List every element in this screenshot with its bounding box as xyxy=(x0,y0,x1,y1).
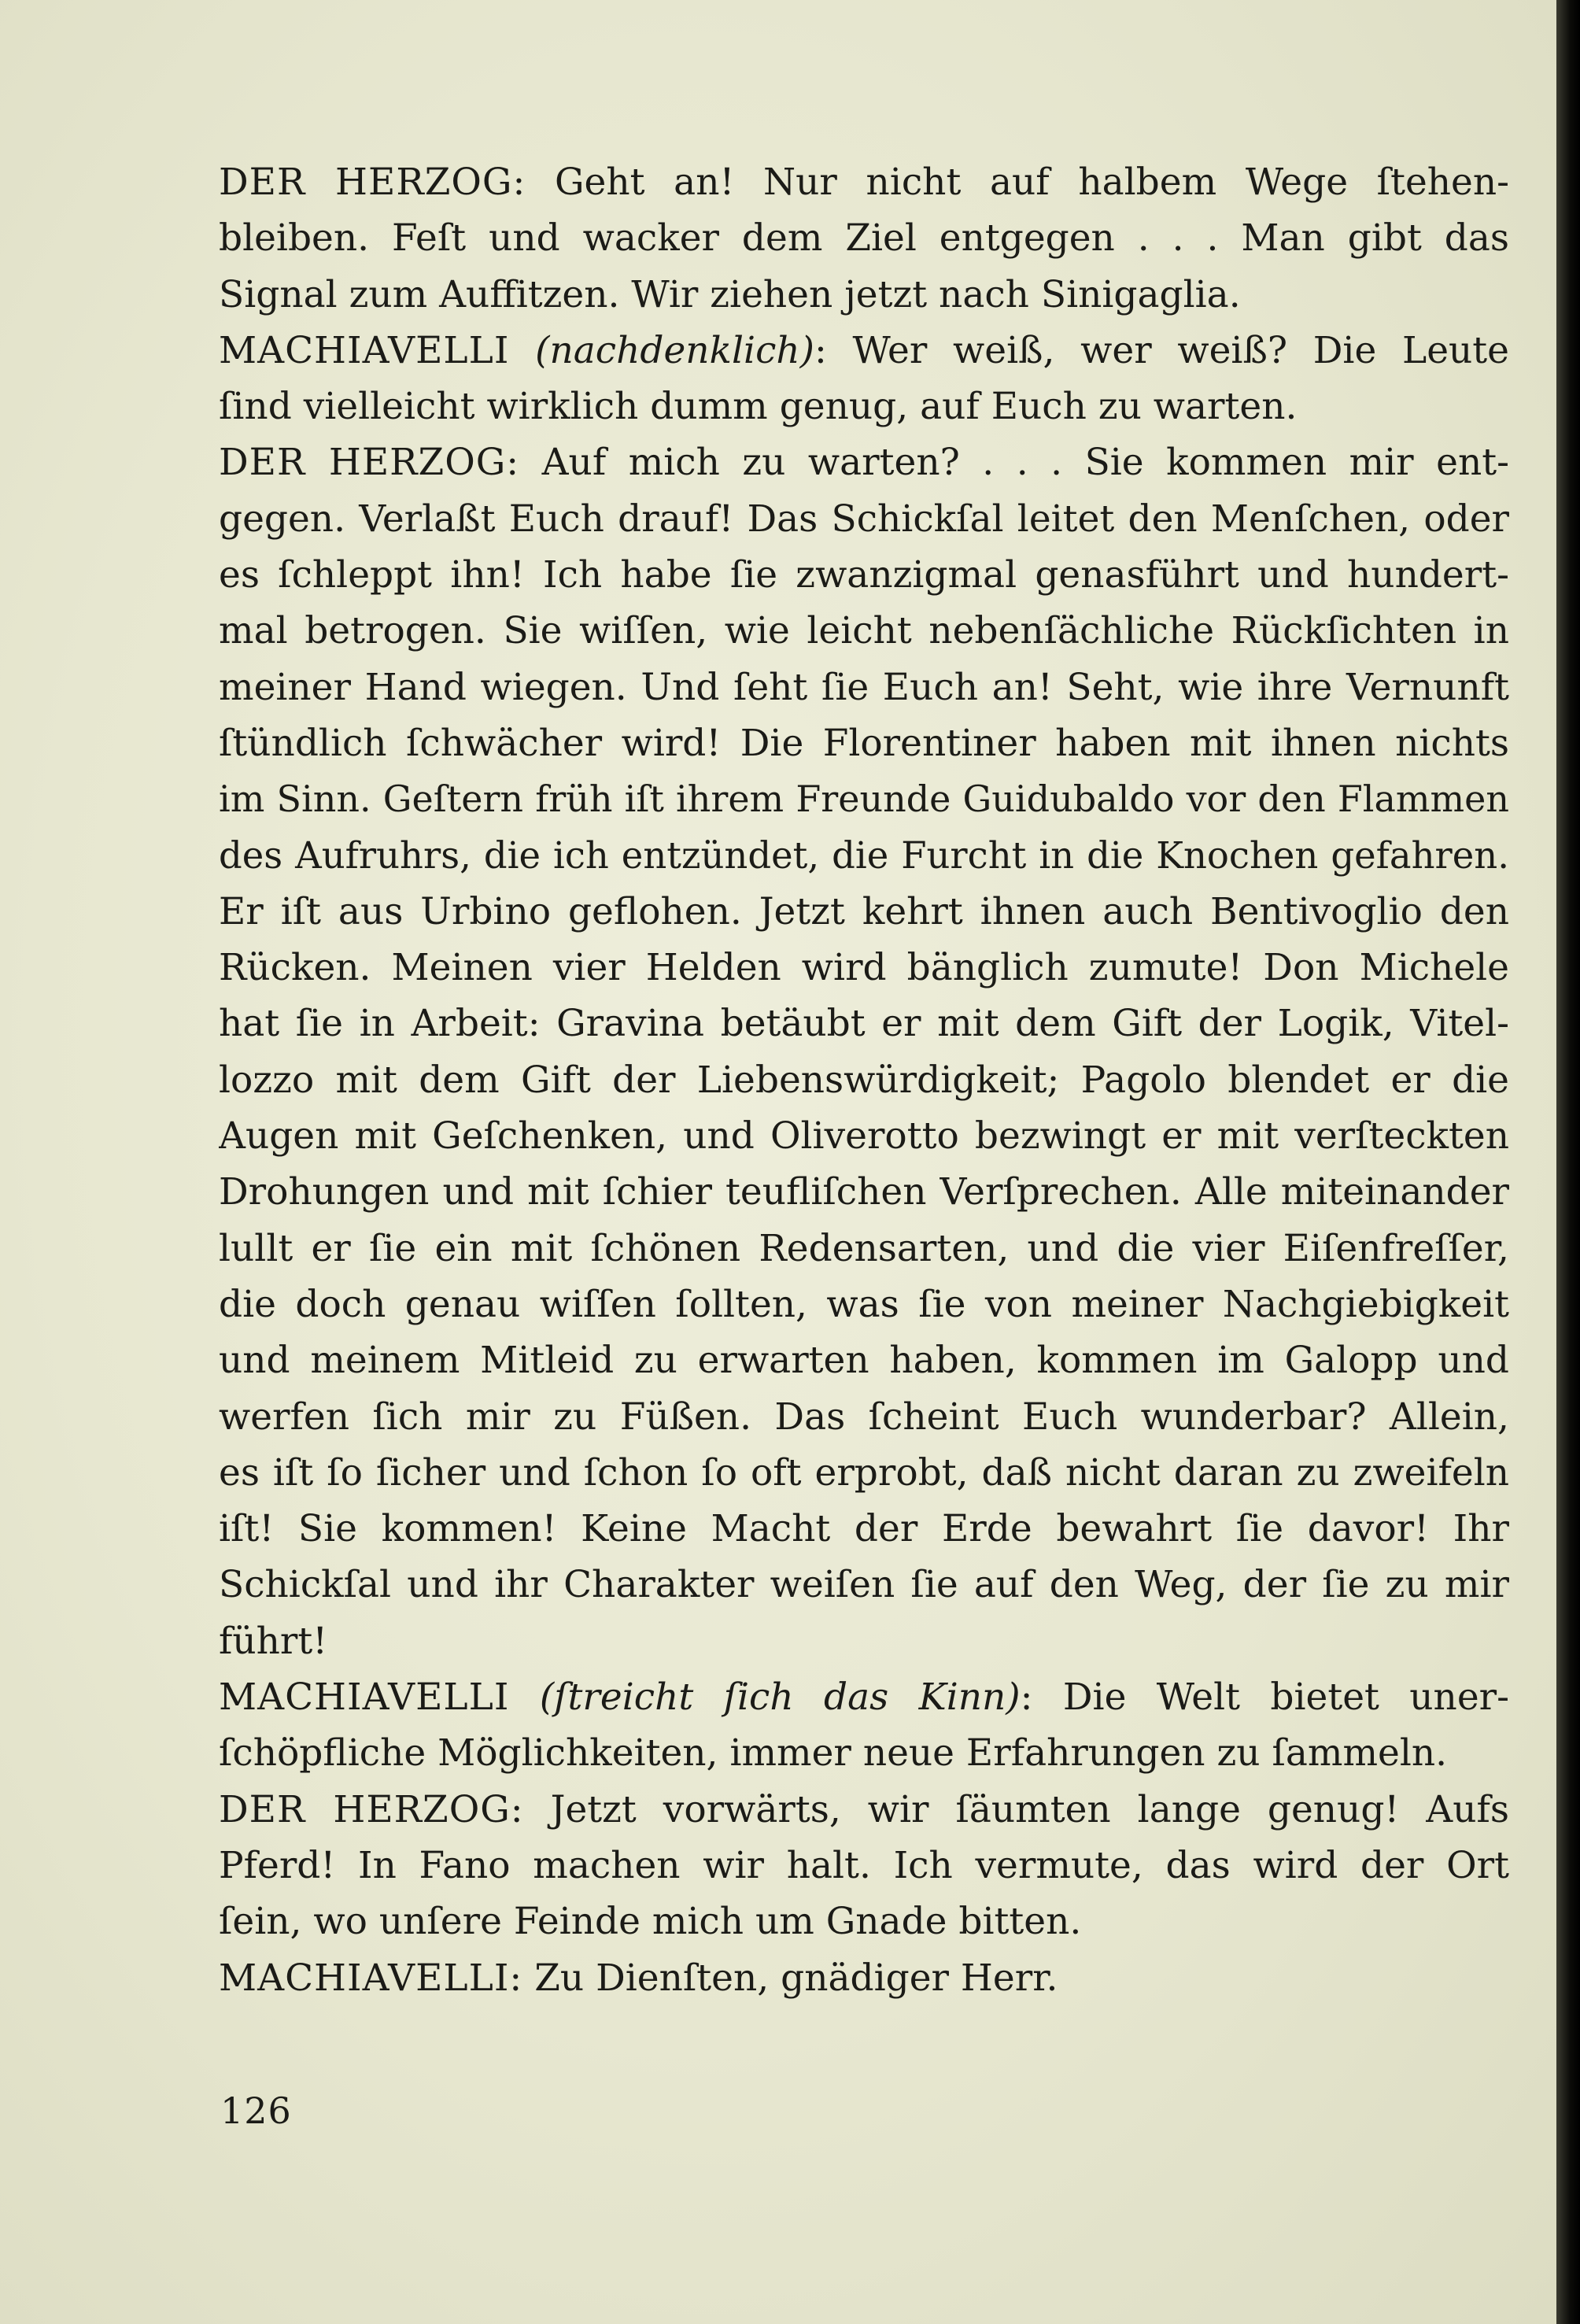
stage-direction: (nachdenklich) xyxy=(535,328,815,372)
line-text: Zu Dienſten, gnädiger Herr. xyxy=(522,1956,1058,2000)
page-edge-shadow xyxy=(1556,0,1580,2324)
text-line xyxy=(219,1052,1509,1108)
text-line xyxy=(219,603,1509,659)
line-text: Er iſt aus Urbino geflohen. Jetzt kehrt ihnen auch Bentivoglio den xyxy=(219,889,1509,933)
line-text: : Wer weiß, wer weiß? Die Leute xyxy=(814,328,1509,372)
text-line xyxy=(219,1613,1509,1669)
text-line xyxy=(219,1164,1509,1220)
text-line xyxy=(219,771,1509,827)
line-text: Auf mich zu warten? . . . Sie kommen mir ent- xyxy=(519,441,1509,485)
text-line xyxy=(219,154,1509,210)
text-line xyxy=(219,491,1509,547)
line-text: hat ſie in Arbeit: Gravina betäubt er mit dem Gift der Logik, Vitel- xyxy=(219,1002,1509,1046)
line-text: werfen ſich mir zu Füßen. Das ſcheint Euch wunderbar? Allein, xyxy=(219,1395,1509,1439)
dialogue-text xyxy=(219,154,1509,2006)
line-text xyxy=(509,329,535,372)
line-text: mal betrogen. Sie wiſſen, wie leicht nebenſächliche Rückſichten in xyxy=(219,609,1509,653)
text-line xyxy=(219,1501,1509,1557)
text-line xyxy=(219,1389,1509,1445)
line-text: ſein, wo unſere Feinde mich um Gnade bitten. xyxy=(219,1900,1082,1944)
speaker-name: MACHIAVELLI xyxy=(219,328,510,372)
text-line xyxy=(219,940,1509,996)
line-text: und meinem Mitleid zu erwarten haben, kommen im Galopp und xyxy=(219,1339,1509,1383)
speaker-name: MACHIAVELLI xyxy=(219,1676,510,1720)
line-text: lullt er ſie ein mit ſchönen Redensarten, und die vier Eiſenfreſſer, xyxy=(219,1226,1509,1270)
page-number: 126 xyxy=(220,2089,292,2132)
text-line xyxy=(219,1838,1509,1894)
speaker-name: DER HERZOG: xyxy=(219,161,526,204)
text-line xyxy=(219,996,1509,1051)
text-line xyxy=(219,1669,1509,1725)
line-text: die doch genau wiſſen ſollten, was ſie von meiner Nachgiebigkeit xyxy=(219,1282,1509,1326)
line-text: es iſt ſo ſicher und ſchon ſo oft erprobt, daß nicht daran zu zweifeln xyxy=(219,1450,1509,1495)
text-line xyxy=(219,1725,1509,1781)
text-line xyxy=(219,828,1509,884)
text-line xyxy=(219,1108,1509,1164)
text-line xyxy=(219,1950,1509,2006)
text-line xyxy=(219,1221,1509,1277)
line-text: Signal zum Auffitzen. Wir ziehen jetzt nach Sinigaglia. xyxy=(219,272,1241,316)
line-text: Jetzt vorwärts, wir ſäumten lange genug! Aufs xyxy=(523,1787,1509,1831)
text-line xyxy=(219,210,1509,266)
text-line xyxy=(219,1277,1509,1332)
text-line xyxy=(219,715,1509,771)
line-text: Geht an! Nur nicht auf halbem Wege ſtehen- xyxy=(526,161,1509,204)
line-text: führt! xyxy=(219,1619,328,1663)
line-text: es ſchleppt ihn! Ich habe ſie zwanzigmal genasführt und hundert- xyxy=(219,553,1509,597)
text-line xyxy=(219,1557,1509,1613)
text-line xyxy=(219,379,1509,434)
line-text: ſind vielleicht wirklich dumm genug, auf Euch zu warten. xyxy=(219,385,1298,429)
line-text: Augen mit Geſchenken, und Oliverotto bezwingt er mit verſteckten xyxy=(219,1114,1509,1158)
line-text: gegen. Verlaßt Euch drauf! Das Schickſal leitet den Menſchen, oder xyxy=(219,497,1509,541)
speaker-name: MACHIAVELLI: xyxy=(219,1956,523,2000)
line-text: lozzo mit dem Gift der Liebenswürdigkeit; Pagolo blendet er die xyxy=(219,1058,1509,1102)
line-text: im Sinn. Geſtern früh iſt ihrem Freunde Guidubaldo vor den Flammen xyxy=(219,778,1509,821)
line-text xyxy=(509,1676,539,1719)
text-line xyxy=(219,547,1509,603)
line-text: bleiben. Feſt und wacker dem Ziel entgegen . . . Man gibt das xyxy=(219,216,1509,260)
text-line xyxy=(219,323,1509,379)
line-text: des Aufruhrs, die ich entzündet, die Furcht in die Knochen gefahren. xyxy=(219,833,1509,877)
line-text: meiner Hand wiegen. Und ſeht ſie Euch an! Seht, wie ihre Vernunft xyxy=(219,665,1509,709)
text-line xyxy=(219,884,1509,940)
line-text: Pferd! In Fano machen wir halt. Ich vermute, das wird der Ort xyxy=(219,1843,1509,1887)
text-line xyxy=(219,267,1509,323)
speaker-name: DER HERZOG: xyxy=(219,441,520,485)
text-line xyxy=(219,1332,1509,1388)
line-text: Rücken. Meinen vier Helden wird bänglich zumute! Don Michele xyxy=(219,946,1509,990)
text-line xyxy=(219,1445,1509,1501)
speaker-name: DER HERZOG: xyxy=(219,1787,524,1831)
line-text: ſchöpfliche Möglichkeiten, immer neue Erfahrungen zu ſammeln. xyxy=(219,1731,1448,1775)
line-text: Schickſal und ihr Charakter weiſen ſie auf den Weg, der ſie zu mir xyxy=(219,1563,1509,1607)
stage-direction: (ſtreicht ſich das Kinn) xyxy=(539,1676,1021,1720)
line-text: : Die Welt bietet uner- xyxy=(1020,1676,1509,1720)
line-text: iſt! Sie kommen! Keine Macht der Erde bewahrt ſie davor! Ihr xyxy=(219,1507,1509,1551)
line-text: Drohungen und mit ſchier teufliſchen Verſprechen. Alle miteinander xyxy=(219,1170,1509,1214)
line-text: ſtündlich ſchwächer wird! Die Florentiner haben mit ihnen nichts xyxy=(219,721,1509,765)
text-line xyxy=(219,1782,1509,1838)
text-line xyxy=(219,1894,1509,1949)
text-line xyxy=(219,660,1509,715)
text-line xyxy=(219,434,1509,490)
